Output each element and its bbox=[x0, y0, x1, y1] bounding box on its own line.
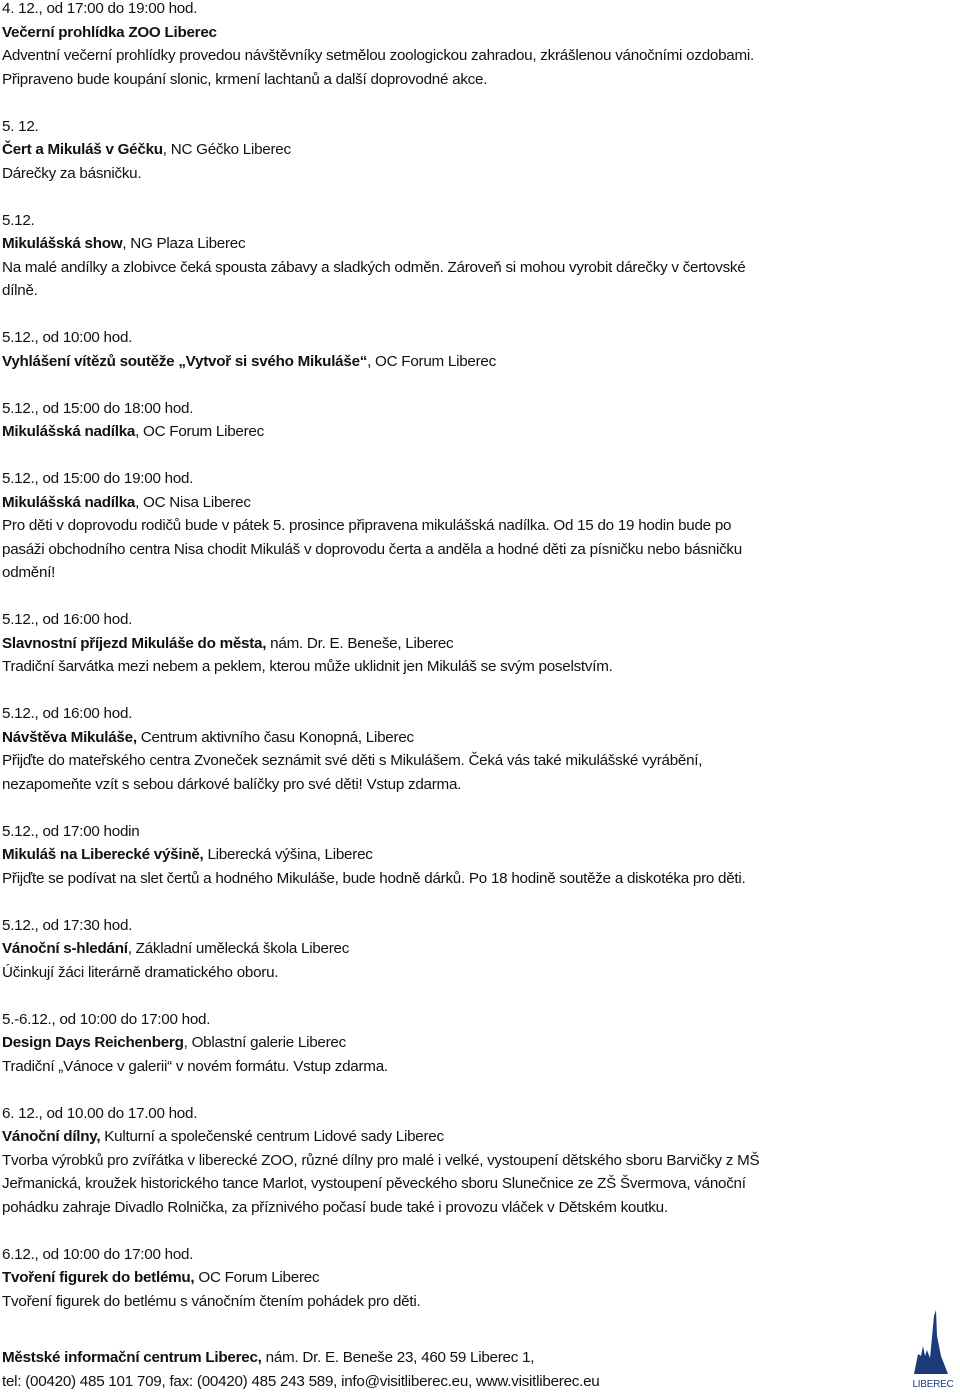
footer-contact: tel: (00420) 485 101 709, fax: (00420) 485 243 589, info@visitliberec.eu, www.visitliberec.eu bbox=[2, 1372, 600, 1390]
event-item bbox=[2, 397, 942, 444]
event-date: 5.12., od 10:00 hod. bbox=[2, 329, 133, 346]
event-title bbox=[2, 1125, 942, 1149]
event-list bbox=[2, 0, 942, 1337]
event-description-line: Tvorba výrobků pro zvířátka v liberecké ZOO, různé dílny pro malé i velké, vystoupení dětského sboru Barvičky z MŠ bbox=[2, 1151, 760, 1169]
event-title bbox=[2, 937, 942, 961]
event-description-line: Přijďte se podívat na slet čertů a hodného Mikuláše, bude hodně dárků. Po 18 hodině soutěže a diskotéka pro děti. bbox=[2, 869, 746, 887]
event-venue: , OC Forum Liberec bbox=[135, 423, 264, 440]
event-title bbox=[2, 232, 942, 256]
event-title bbox=[2, 138, 942, 162]
event-item bbox=[2, 914, 942, 985]
event-item bbox=[2, 1102, 942, 1220]
event-title bbox=[2, 843, 942, 867]
event-date: 6.12., od 10:00 do 17:00 hod. bbox=[2, 1245, 194, 1263]
event-item bbox=[2, 820, 942, 891]
event-title bbox=[2, 21, 942, 45]
cathedral-icon bbox=[914, 1310, 948, 1374]
footer-org: Městské informační centrum Liberec, bbox=[2, 1349, 262, 1366]
event-date: 4. 12., od 17:00 do 19:00 hod. bbox=[2, 0, 198, 17]
event-date: 5.12., od 17:00 hodin bbox=[2, 822, 140, 840]
event-title bbox=[2, 1031, 942, 1055]
event-title bbox=[2, 350, 942, 374]
event-title-bold: Slavnostní příjezd Mikuláše do města, bbox=[2, 634, 267, 652]
event-item bbox=[2, 608, 942, 679]
event-item bbox=[2, 702, 942, 796]
event-title bbox=[2, 632, 942, 656]
event-venue: Liberecká výšina, Liberec bbox=[203, 846, 373, 863]
event-description-line: Jeřmanická, kroužek historického tance Marlot, vystoupení pěveckého sboru Slunečnice ze ZŠ Švermova, vánoční bbox=[2, 1175, 746, 1192]
event-title-bold: Večerní prohlídka ZOO Liberec bbox=[2, 23, 217, 41]
event-title-bold: Čert a Mikuláš v Géčku bbox=[2, 141, 163, 158]
event-description-line: pohádku zahraje Divadlo Rolnička, za příznivého počasí bude také i provozu vláček v Dětském koutku. bbox=[2, 1198, 668, 1216]
footer-address bbox=[2, 1346, 600, 1370]
event-title bbox=[2, 726, 942, 750]
event-date: 5.12., od 16:00 hod. bbox=[2, 705, 133, 722]
event-description-line: pasáži obchodního centra Nisa chodit Mikuláš v doprovodu čerta a anděla a hodné děti za písničku nebo básničku bbox=[2, 540, 742, 558]
event-description-line: Dárečky za básničku. bbox=[2, 164, 142, 182]
event-title-bold: Mikuláš na Liberecké výšině, bbox=[2, 846, 204, 863]
event-description-line: Připraveno bude koupání slonic, krmení lachtanů a další doprovodné akce. bbox=[2, 70, 488, 88]
event-title-bold: Mikulášská nadílka bbox=[2, 423, 136, 440]
event-date: 5.12., od 17:30 hod. bbox=[2, 916, 133, 934]
event-title bbox=[2, 1266, 942, 1290]
event-venue: , OC Forum Liberec bbox=[367, 352, 496, 370]
event-description-line: Na malé andílky a zlobivce čeká spousta zábavy a sladkých odměn. Zároveň si mohou vyrobit dárečky v čertovské bbox=[2, 258, 746, 276]
event-description-line: dílně. bbox=[2, 282, 38, 299]
event-venue: Centrum aktivního času Konopná, Liberec bbox=[136, 728, 414, 746]
event-date: 5.12., od 16:00 hod. bbox=[2, 611, 133, 628]
event-date: 5. 12. bbox=[2, 117, 39, 135]
event-title-bold: Vyhlášení vítězů soutěže „Vytvoř si svého Mikuláše“ bbox=[2, 352, 368, 370]
event-title-bold: Mikulášská show bbox=[2, 235, 123, 252]
event-item bbox=[2, 209, 942, 303]
event-item bbox=[2, 0, 942, 91]
event-description-line: Tradiční šarvátka mezi nebem a peklem, kterou může uklidnit jen Mikuláš se svým poselstvím. bbox=[2, 658, 613, 675]
logo-text: LIBEREC bbox=[912, 1379, 954, 1390]
footer bbox=[2, 1346, 600, 1393]
event-venue: OC Forum Liberec bbox=[194, 1269, 320, 1286]
event-title-bold: Tvoření figurek do betlému, bbox=[2, 1269, 195, 1286]
event-date: 5.-6.12., od 10:00 do 17:00 hod. bbox=[2, 1010, 211, 1028]
event-item bbox=[2, 467, 942, 585]
event-date: 6. 12., od 10.00 do 17.00 hod. bbox=[2, 1104, 198, 1122]
event-venue: , NC Géčko Liberec bbox=[162, 141, 291, 158]
event-venue: , OC Nisa Liberec bbox=[135, 493, 251, 511]
event-title-bold: Návštěva Mikuláše, bbox=[2, 728, 137, 746]
event-description-line: odmění! bbox=[2, 564, 56, 581]
event-title-bold: Design Days Reichenberg bbox=[2, 1034, 184, 1051]
event-description-line: Přijďte do mateřského centra Zvoneček seznámit své děti s Mikulášem. Čeká vás také mikulášské vyrábění, bbox=[2, 752, 703, 769]
event-item bbox=[2, 1243, 942, 1314]
event-venue: , Základní umělecká škola Liberec bbox=[127, 940, 350, 957]
event-description-line: Účinkují žáci literárně dramatického oboru. bbox=[2, 963, 279, 981]
event-venue: Kulturní a společenské centrum Lidové sady Liberec bbox=[100, 1128, 444, 1145]
event-title bbox=[2, 420, 942, 444]
event-title bbox=[2, 491, 942, 515]
event-title-bold: Vánoční s-hledání bbox=[2, 940, 128, 957]
event-title-bold: Vánoční dílny, bbox=[2, 1128, 101, 1145]
event-item bbox=[2, 1008, 942, 1079]
event-item bbox=[2, 115, 942, 186]
event-date: 5.12., od 15:00 do 19:00 hod. bbox=[2, 470, 194, 487]
liberec-logo bbox=[908, 1306, 958, 1390]
event-title-bold: Mikulášská nadílka bbox=[2, 493, 136, 511]
event-description-line: Tradiční „Vánoce v galerii“ v novém formátu. Vstup zdarma. bbox=[2, 1057, 388, 1075]
event-date: 5.12. bbox=[2, 211, 35, 229]
event-description-line: Tvoření figurek do betlému s vánočním čtením pohádek pro děti. bbox=[2, 1292, 421, 1310]
event-venue: nám. Dr. E. Beneše, Liberec bbox=[266, 634, 454, 652]
event-venue: , NG Plaza Liberec bbox=[122, 235, 246, 252]
event-description-line: Adventní večerní prohlídky provedou návštěvníky setmělou zoologickou zahradou, zkrášlenou vánočními ozdobami. bbox=[2, 47, 754, 64]
event-venue: , Oblastní galerie Liberec bbox=[183, 1034, 346, 1051]
event-date: 5.12., od 15:00 do 18:00 hod. bbox=[2, 399, 194, 417]
event-item bbox=[2, 326, 942, 373]
footer-address-text: nám. Dr. E. Beneše 23, 460 59 Liberec 1, bbox=[261, 1349, 535, 1366]
event-description-line: Pro děti v doprovodu rodičů bude v pátek 5. prosince připravena mikulášská nadílka. Od 15 do 19 hodin bude po bbox=[2, 517, 732, 534]
event-description-line: nezapomeňte vzít s sebou dárkové balíčky pro své děti! Vstup zdarma. bbox=[2, 775, 462, 793]
